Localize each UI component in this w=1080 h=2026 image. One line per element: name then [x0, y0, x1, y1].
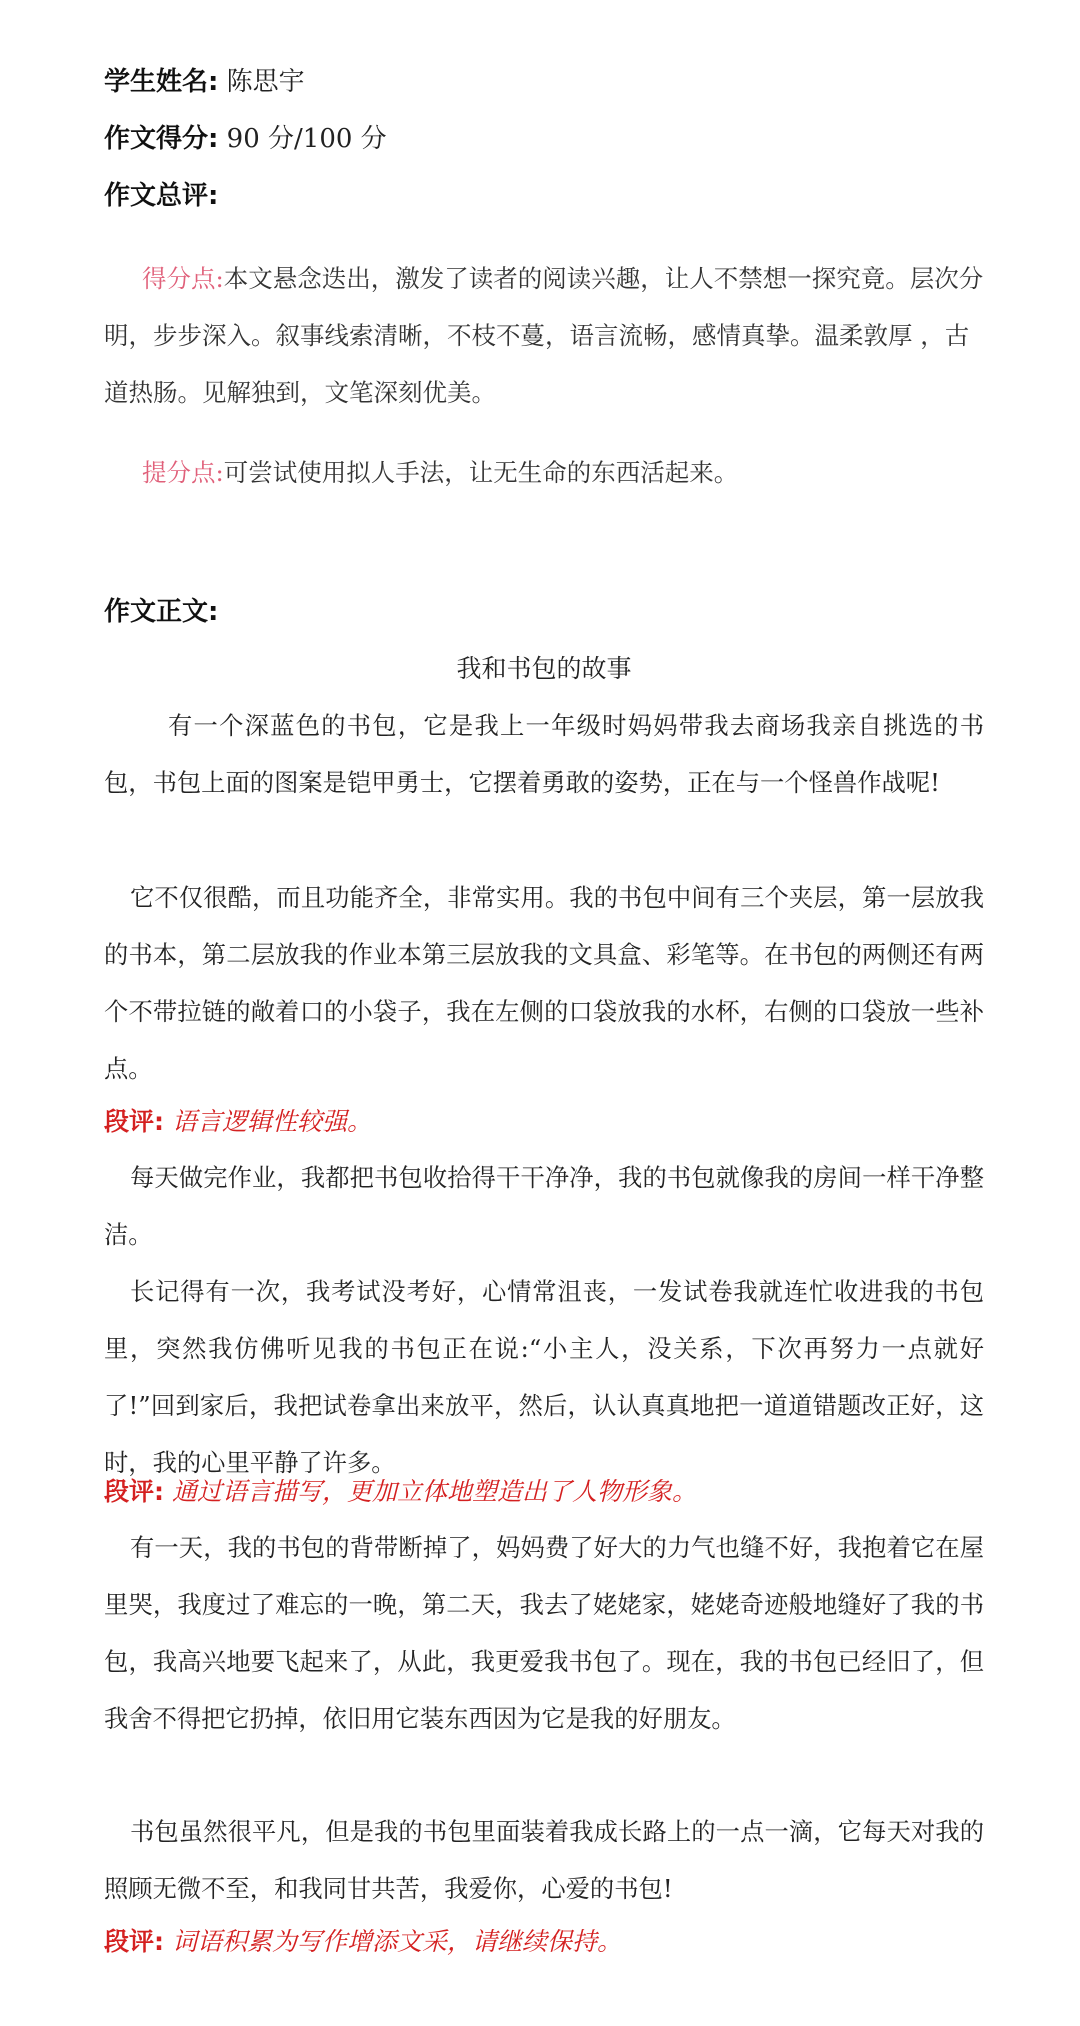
- essay-paragraph-6: 书包虽然很平凡，但是我的书包里面装着我成长路上的一点一滴，它每天对我的照顾无微不至，和我同甘共苦，我爱你，心爱的书包!: [104, 1817, 984, 1903]
- review-label: 段评:: [104, 1107, 164, 1136]
- essay-paragraph-4: 长记得有一次，我考试没考好，心情常沮丧，一发试卷我就连忙收进我的书包里，突然我仿佛听见我的书包正在说:“小主人，没关系，下次再努力一点就好了!”回到家后，我把试卷拿出来放平，然后，认认真真地把一道道错题改正好，这时，我的心里平静了许多。: [104, 1277, 984, 1477]
- essay-paragraph-2: 它不仅很酷，而且功能齐全，非常实用。我的书包中间有三个夹层，第一层放我的书本，第二层放我的作业本第三层放我的文具盒、彩笔等。在书包的两侧还有两个不带拉链的敞着口的小袋子，我在左侧的口袋放我的水杯，右侧的口袋放一些补点。: [104, 883, 984, 1083]
- review-text: 通过语言描写，更加立体地塑造出了人物形象。: [171, 1477, 697, 1506]
- improvement-comment: [104, 444, 984, 501]
- essay-heading: [104, 592, 218, 632]
- student-name-row: [104, 62, 305, 102]
- strengths-text: 本文悬念迭出，激发了读者的阅读兴趣，让人不禁想一探究竟。层次分明，步步深入。叙事线索清晰，不枝不蔓，语言流畅，感情真挚。温柔敦厚 ，古道热肠。见解独到，文笔深刻优美。: [104, 264, 984, 407]
- student-name-label: 学生姓名:: [104, 67, 219, 97]
- paragraph-review-2: [104, 1472, 697, 1512]
- essay-label: 作文正文:: [104, 597, 219, 627]
- summary-label: 作文总评:: [104, 181, 219, 211]
- review-text: 词语积累为写作增添文采，请继续保持。: [171, 1927, 622, 1956]
- paragraph-review-3: [104, 1922, 622, 1962]
- score-value: 90 分/100 分: [226, 124, 387, 154]
- strengths-comment: [104, 250, 984, 421]
- summary-heading: [104, 176, 218, 216]
- student-name-value: 陈思宇: [226, 67, 305, 97]
- essay-paragraph-5: 有一天，我的书包的背带断掉了，妈妈费了好大的力气也缝不好，我抱着它在屋里哭，我度过了难忘的一晚，第二天，我去了姥姥家，姥姥奇迹般地缝好了我的书包，我高兴地要飞起来了，从此，我更爱我书包了。现在，我的书包已经旧了，但我舍不得把它扔掉，依旧用它装东西因为它是我的好朋友。: [104, 1533, 984, 1733]
- score-row: [104, 119, 387, 159]
- improvement-label: 提分点:: [142, 458, 224, 487]
- score-label: 作文得分:: [104, 124, 219, 154]
- strengths-label: 得分点:: [142, 264, 224, 293]
- essay-paragraph-1: 有一个深蓝色的书包，它是我上一年级时妈妈带我去商场我亲自挑选的书包，书包上面的图案是铠甲勇士，它摆着勇敢的姿势，正在与一个怪兽作战呢!: [104, 711, 984, 797]
- improvement-text: 可尝试使用拟人手法，让无生命的东西活起来。: [223, 458, 739, 487]
- essay-paragraph-3: 每天做完作业，我都把书包收拾得干干净净，我的书包就像我的房间一样干净整洁。: [104, 1163, 984, 1249]
- review-text: 语言逻辑性较强。: [171, 1107, 372, 1136]
- paragraph-review-1: [104, 1102, 372, 1142]
- review-label: 段评:: [104, 1477, 164, 1506]
- essay-title: 我和书包的故事: [456, 654, 632, 683]
- review-label: 段评:: [104, 1927, 164, 1956]
